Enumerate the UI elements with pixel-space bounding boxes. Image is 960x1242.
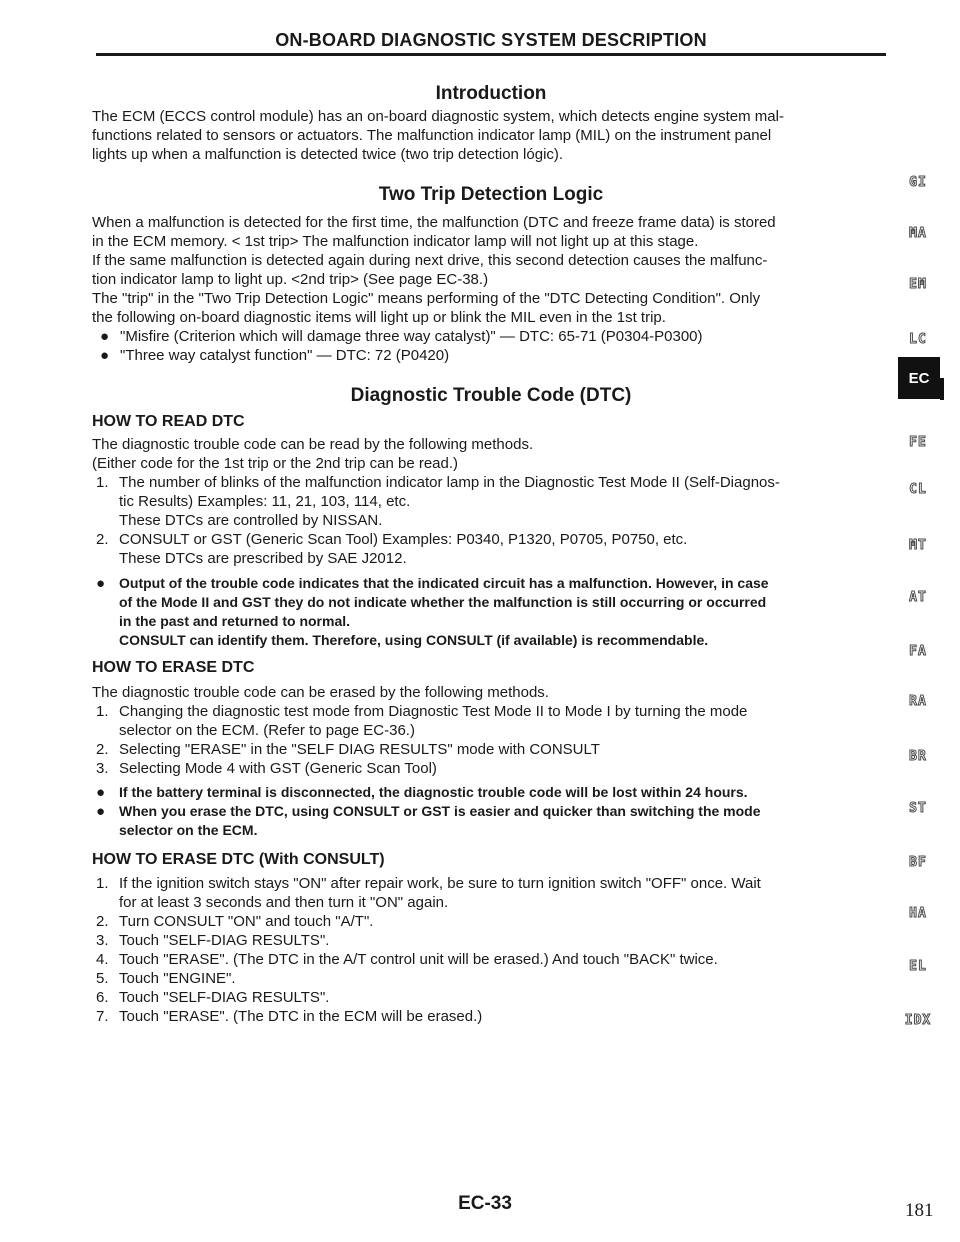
erase-line: The diagnostic trouble code can be erased by the following methods. <box>92 684 549 701</box>
list-item: Changing the diagnostic test mode from Diagnostic Test Mode II to Mode I by turning the mode <box>119 703 748 720</box>
intro-line: functions related to sensors or actuators. The malfunction indicator lamp (MIL) on the instrument panel <box>92 127 772 144</box>
list-number: 1. <box>96 703 109 720</box>
list-number: 5. <box>96 970 109 987</box>
two-trip-line: in the ECM memory. < 1st trip> The malfunction indicator lamp will not light up at this stage. <box>92 233 699 250</box>
list-item: Touch "SELF-DIAG RESULTS". <box>119 989 330 1006</box>
sidebar-tab-at[interactable]: AT <box>909 590 927 605</box>
bullet-dot-icon: ● <box>100 347 110 364</box>
two-trip-bullet: "Misfire (Criterion which will damage three way catalyst)" — DTC: 65-71 (P0304-P0300) <box>120 328 703 345</box>
two-trip-line: the following on-board diagnostic items will light up or blink the MIL even in the 1st trip. <box>92 309 666 326</box>
bullet-dot-icon: ● <box>100 328 110 345</box>
read-note-line: CONSULT can identify them. Therefore, using CONSULT (if available) is recommendable. <box>119 632 709 648</box>
sidebar-tab-mt[interactable]: MT <box>909 538 927 553</box>
sidebar-tab-fe[interactable]: FE <box>909 435 927 450</box>
sidebar-tab-ra[interactable]: RA <box>909 694 927 709</box>
how-to-read-dtc-heading: HOW TO READ DTC <box>92 413 245 430</box>
list-item: The number of blinks of the malfunction indicator lamp in the Diagnostic Test Mode II (Self-Diagnos- <box>119 474 780 491</box>
list-item: These DTCs are prescribed by SAE J2012. <box>119 550 407 567</box>
active-tab-marker <box>940 378 944 400</box>
two-trip-heading: Two Trip Detection Logic <box>378 184 604 205</box>
two-trip-line: When a malfunction is detected for the first time, the malfunction (DTC and freeze frame data) is stored <box>92 214 776 231</box>
list-number: 3. <box>96 932 109 949</box>
list-item: Touch "SELF-DIAG RESULTS". <box>119 932 330 949</box>
how-to-erase-dtc-consult-heading: HOW TO ERASE DTC (With CONSULT) <box>92 851 385 868</box>
two-trip-line: tion indicator lamp to light up. <2nd trip> (See page EC-38.) <box>92 271 489 288</box>
sidebar-tab-br[interactable]: BR <box>909 749 927 764</box>
read-note-line: of the Mode II and GST they do not indicate whether the malfunction is still occurring or occurred <box>119 594 767 610</box>
list-item: Selecting "ERASE" in the "SELF DIAG RESULTS" mode with CONSULT <box>119 741 600 758</box>
bullet-dot-icon: ● <box>96 803 106 820</box>
list-number: 7. <box>96 1008 109 1025</box>
erase-note-line: selector on the ECM. <box>119 822 258 838</box>
list-number: 2. <box>96 741 109 758</box>
read-line: (Either code for the 1st trip or the 2nd trip can be read.) <box>92 455 459 472</box>
read-line: The diagnostic trouble code can be read by the following methods. <box>92 436 534 453</box>
list-item: If the ignition switch stays "ON" after repair work, be sure to turn ignition switch "OFF" once. Wait <box>119 875 761 892</box>
sidebar-tab-ha[interactable]: HA <box>909 906 927 921</box>
dtc-heading: Diagnostic Trouble Code (DTC) <box>350 385 632 406</box>
two-trip-line: The "trip" in the "Two Trip Detection Logic" means performing of the "DTC Detecting Condition". Only <box>92 290 761 307</box>
read-note-line: Output of the trouble code indicates that the indicated circuit has a malfunction. However, in case <box>119 575 769 591</box>
sidebar-tab-el[interactable]: EL <box>909 959 927 974</box>
sidebar-tab-fa[interactable]: FA <box>909 644 927 659</box>
list-item: Touch "ENGINE". <box>119 970 236 987</box>
list-item: for at least 3 seconds and then turn it "ON" again. <box>119 894 449 911</box>
list-item: Touch "ERASE". (The DTC in the ECM will be erased.) <box>119 1008 483 1025</box>
erase-note-line: When you erase the DTC, using CONSULT or GST is easier and quicker than switching the mode <box>119 803 761 819</box>
sidebar-tab-em[interactable]: EM <box>909 277 927 292</box>
sidebar-tab-bf[interactable]: BF <box>909 855 927 870</box>
list-item: tic Results) Examples: 11, 21, 103, 114, etc. <box>119 493 411 510</box>
page-number: 181 <box>905 1200 934 1221</box>
sidebar-tab-gi[interactable]: GI <box>909 175 927 190</box>
bullet-dot-icon: ● <box>96 784 106 801</box>
how-to-erase-dtc-heading: HOW TO ERASE DTC <box>92 659 255 676</box>
list-number: 3. <box>96 760 109 777</box>
list-item: selector on the ECM. (Refer to page EC-36.) <box>119 722 415 739</box>
list-number: 6. <box>96 989 109 1006</box>
list-item: Touch "ERASE". (The DTC in the A/T control unit will be erased.) And touch "BACK" twice. <box>119 951 718 968</box>
erase-note-line: If the battery terminal is disconnected, the diagnostic trouble code will be lost within 24 hours. <box>119 784 748 800</box>
two-trip-line: If the same malfunction is detected again during next drive, this second detection causes the malfunc- <box>92 252 768 269</box>
sidebar-tab-idx[interactable]: IDX <box>904 1013 932 1028</box>
list-item: CONSULT or GST (Generic Scan Tool) Examples: P0340, P1320, P0705, P0750, etc. <box>119 531 688 548</box>
introduction-heading: Introduction <box>435 83 547 104</box>
two-trip-bullet: "Three way catalyst function" — DTC: 72 (P0420) <box>120 347 450 364</box>
title-rule <box>96 53 886 56</box>
list-number: 1. <box>96 875 109 892</box>
page-code: EC-33 <box>458 1193 512 1214</box>
sidebar-tab-ma[interactable]: MA <box>909 226 927 241</box>
page-title: ON-BOARD DIAGNOSTIC SYSTEM DESCRIPTION <box>275 30 707 50</box>
bullet-dot-icon: ● <box>96 575 106 592</box>
sidebar-tab-cl[interactable]: CL <box>909 482 927 497</box>
list-number: 2. <box>96 531 109 548</box>
read-note-line: in the past and returned to normal. <box>119 613 351 629</box>
list-item: Turn CONSULT "ON" and touch "A/T". <box>119 913 374 930</box>
sidebar-tab-st[interactable]: ST <box>909 801 927 816</box>
list-item: These DTCs are controlled by NISSAN. <box>119 512 383 529</box>
list-item: Selecting Mode 4 with GST (Generic Scan Tool) <box>119 760 437 777</box>
list-number: 1. <box>96 474 109 491</box>
intro-line: The ECM (ECCS control module) has an on-board diagnostic system, which detects engine system mal- <box>92 108 784 125</box>
sidebar-tab-lc[interactable]: LC <box>909 332 927 347</box>
intro-line: lights up when a malfunction is detected twice (two trip detection lógic). <box>92 146 564 163</box>
sidebar-tab-ec-active[interactable]: EC <box>898 357 940 399</box>
list-number: 2. <box>96 913 109 930</box>
list-number: 4. <box>96 951 109 968</box>
